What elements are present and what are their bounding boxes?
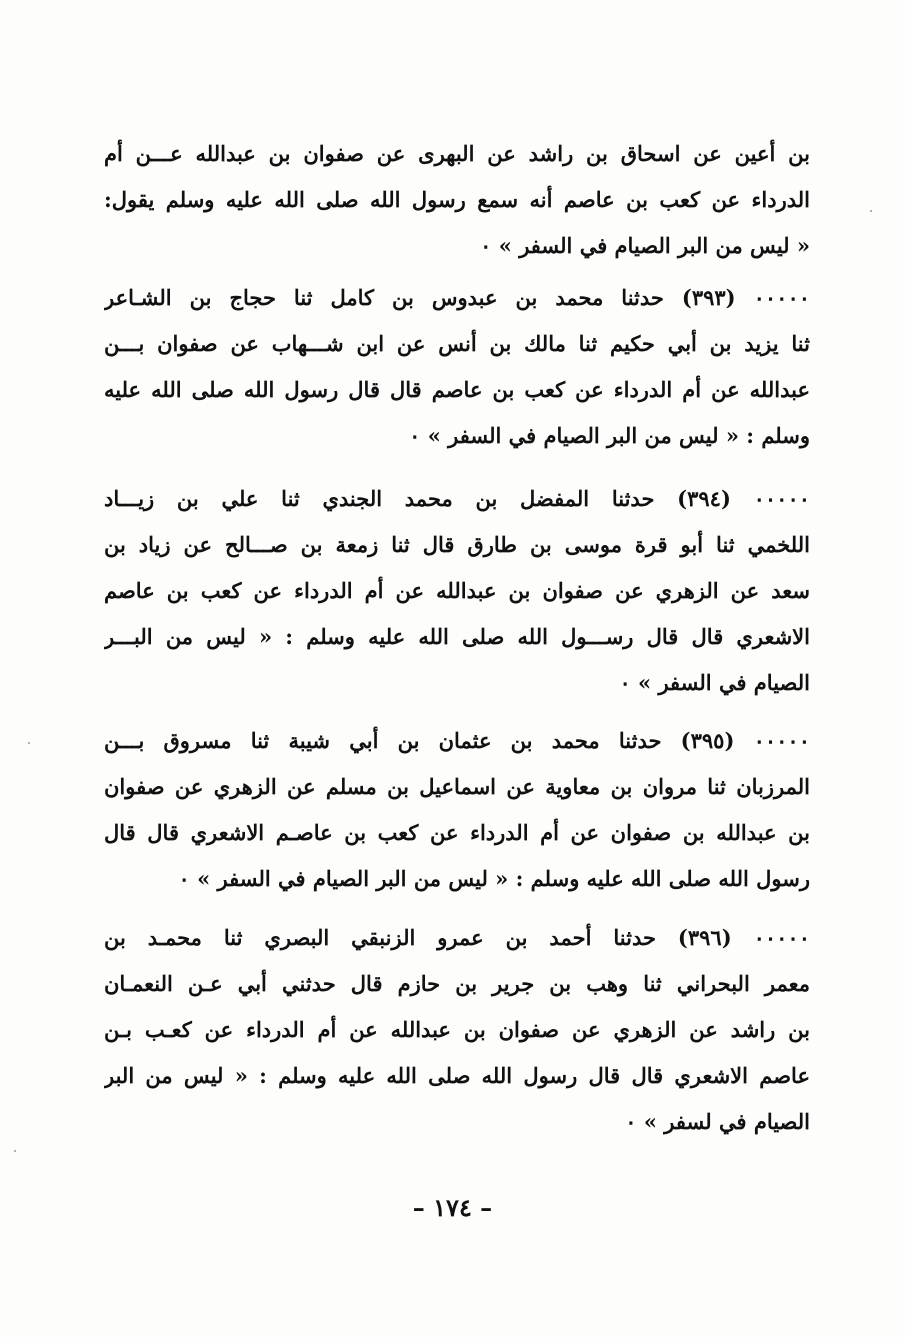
- hadith-396: [104, 915, 810, 1145]
- text-line: ثنا يزيد بن أبي حكيم ثنا مالك بن أنس عن ابن شـــهاب عن صفوان بـــن: [104, 331, 810, 356]
- text-line: الصيام في السفر » ٠: [619, 670, 810, 695]
- text-line: ٠٠٠٠٠ (٣٩٣) حدثنا محمد بن عبدوس بن كامل ثنا حجاج بن الشـاعر: [104, 285, 810, 310]
- scan-speck: [14, 1150, 16, 1152]
- text-line: اللخمي ثنا أبو قرة موسى بن طارق قال ثنا زمعة بن صـــالح عن زياد بن: [104, 532, 810, 557]
- hadith-393: [104, 275, 810, 459]
- text-line: سعد عن الزهري عن صفوان بن عبدالله عن أم الدرداء عن كعب بن عاصم: [104, 578, 810, 603]
- page-number: – ١٧٤ –: [412, 1193, 493, 1222]
- text-line: المرزبان ثنا مروان بن معاوية عن اسماعيل بن مسلم عن الزهري عن صفوان: [104, 774, 810, 799]
- hadith-394: [104, 476, 810, 706]
- text-line: « ليس من البر الصيام في السفر » ٠: [480, 233, 810, 258]
- text-line: معمر البحراني ثنا وهب بن جرير بن حازم قال حدثني أبي عـن النعمـان: [104, 971, 810, 996]
- scan-speck: [28, 742, 30, 744]
- text-line: وسلم : « ليس من البر الصيام في السفر » ٠: [409, 423, 810, 448]
- text-line: الدرداء عن كعب بن عاصم أنه سمع رسول الله صلى الله عليه وسلم يقول:: [104, 187, 810, 212]
- text-line: بن أعين عن اسحاق بن راشد عن البهرى عن صفوان بن عبدالله عـــن أم: [104, 141, 810, 166]
- text-line: عبدالله عن أم الدرداء عن كعب بن عاصم قال قال رسول الله صلى الله عليه: [104, 377, 810, 402]
- paragraph-1: [104, 131, 810, 269]
- text-line: بن راشد عن الزهري عن صفوان بن عبدالله عن أم الدرداء عن كعـب بـن: [104, 1017, 810, 1042]
- text-line: الاشعري قال قال رســـول الله صلى الله عليه وسلم : « ليس من البـــر: [104, 624, 810, 649]
- scan-speck: [870, 210, 872, 212]
- hadith-395: [104, 718, 810, 902]
- text-line: الصيام في لسفر » ٠: [625, 1109, 810, 1134]
- text-line: رسول الله صلى الله عليه وسلم : « ليس من البر الصيام في السفر » ٠: [178, 866, 810, 891]
- text-line: ٠٠٠٠٠ (٣٩٤) حدثنا المفضل بن محمد الجندي ثنا علي بن زيـــاد: [104, 486, 810, 511]
- text-line: ٠٠٠٠٠ (٣٩٥) حدثنا محمد بن عثمان بن أبي شيبة ثنا مسروق بـــن: [104, 728, 810, 753]
- text-line: بن عبدالله بن صفوان عن أم الدرداء عن كعب بن عاصـم الاشعري قال قال: [104, 820, 810, 845]
- text-line: ٠٠٠٠٠ (٣٩٦) حدثنا أحمد بن عمرو الزنبقي البصري ثنا محمـد بن: [104, 925, 810, 950]
- text-line: عاصم الاشعري قال قال رسول الله صلى الله عليه وسلم : « ليس من البر: [104, 1063, 810, 1088]
